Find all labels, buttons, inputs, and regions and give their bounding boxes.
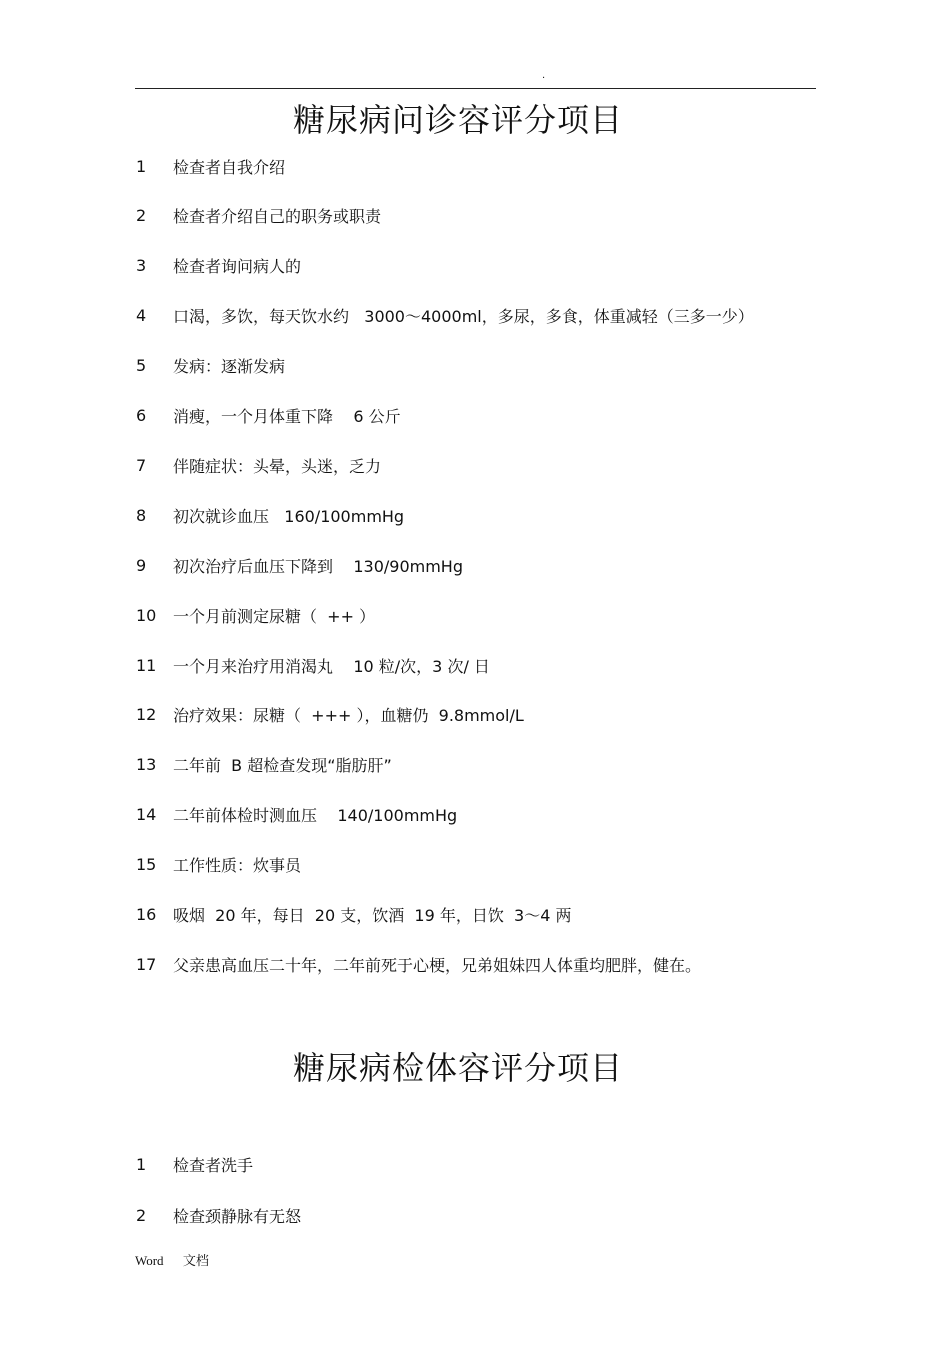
- list-item: [136, 154, 285, 178]
- item-text: 伴随症状：头晕，头迷，乏力: [173, 456, 382, 476]
- list-item: [136, 653, 490, 677]
- item-number: 1: [136, 156, 147, 176]
- section1-title: 糖尿病问诊容评分项目: [292, 101, 623, 139]
- item-number: 16: [136, 905, 157, 924]
- item-number: 12: [136, 705, 157, 725]
- item-text: 检查者洗手: [173, 1155, 254, 1175]
- list-item: [136, 603, 375, 627]
- item-text: 治疗效果：尿糖（ +++ ），血糖仍 9.8mmol/L: [173, 706, 524, 726]
- item-text: 工作性质：炊事员: [173, 856, 302, 876]
- list-item: [136, 1203, 301, 1227]
- item-text: 二年前 B 超检查发现“脂肪肝”: [173, 756, 392, 776]
- footer-word: Word: [135, 1253, 164, 1268]
- list-item: [136, 254, 301, 278]
- item-number: 3: [136, 256, 147, 276]
- list-item: [136, 703, 524, 727]
- list-item: [136, 204, 381, 228]
- item-text: 二年前体检时测血压 140/100mmHg: [173, 806, 458, 826]
- item-number: 13: [136, 755, 157, 775]
- item-number: 4: [136, 306, 147, 326]
- item-number: 2: [136, 1205, 147, 1225]
- list-item: [136, 453, 381, 477]
- item-number: 2: [136, 206, 147, 226]
- item-text: 消瘦，一个月体重下降 6 公斤: [173, 407, 401, 426]
- header-dot: .: [542, 70, 546, 81]
- item-text: 检查颈静脉有无怒: [173, 1206, 302, 1226]
- item-text: 初次就诊血压 160/100mmHg: [173, 506, 405, 526]
- list-item: [136, 404, 401, 428]
- header-rule: [135, 88, 816, 89]
- list-item: [136, 354, 285, 378]
- footer-doc: 文档: [182, 1253, 209, 1268]
- item-text: 吸烟 20 年，每日 20 支，饮酒 19 年，日饮 3～4 两: [173, 906, 572, 925]
- item-number: 11: [136, 655, 157, 675]
- item-number: 10: [136, 605, 157, 625]
- item-text: 检查者自我介绍: [173, 157, 286, 177]
- list-item: [136, 503, 404, 527]
- item-text: 发病：逐渐发病: [173, 357, 286, 377]
- item-number: 5: [136, 356, 147, 376]
- item-text: 一个月前测定尿糖（ ++ ）: [173, 606, 376, 626]
- item-number: 7: [136, 455, 147, 475]
- item-number: 8: [136, 505, 147, 525]
- list-item: [136, 853, 301, 877]
- item-text: 检查者询问病人的: [173, 257, 302, 277]
- item-text: 一个月来治疗用消渴丸 10 粒/次，3 次/ 日: [173, 656, 490, 676]
- list-item: [136, 803, 457, 827]
- item-number: 14: [136, 805, 157, 825]
- list-item: [136, 1152, 253, 1176]
- list-item: [136, 553, 463, 577]
- item-text: 初次治疗后血压下降到 130/90mmHg: [173, 556, 463, 576]
- item-number: 9: [136, 555, 147, 575]
- item-text: 检查者介绍自己的职务或职责: [173, 207, 382, 227]
- footer: [135, 1250, 225, 1269]
- list-item: [136, 952, 701, 976]
- item-number: 15: [136, 855, 157, 875]
- item-number: 6: [136, 406, 147, 425]
- item-text: 父亲患高血压二十年，二年前死于心梗，兄弟姐妹四人体重均肥胖，健在。: [173, 955, 702, 975]
- list-item: [136, 753, 392, 777]
- section2-title: 糖尿病检体容评分项目: [292, 1049, 623, 1087]
- list-item: [136, 304, 754, 328]
- item-number: 1: [136, 1154, 147, 1174]
- item-text: 口渴，多饮，每天饮水约 3000～4000ml，多尿，多食，体重减轻（三多一少）: [173, 307, 754, 327]
- list-item: [136, 903, 571, 927]
- item-number: 17: [136, 954, 157, 974]
